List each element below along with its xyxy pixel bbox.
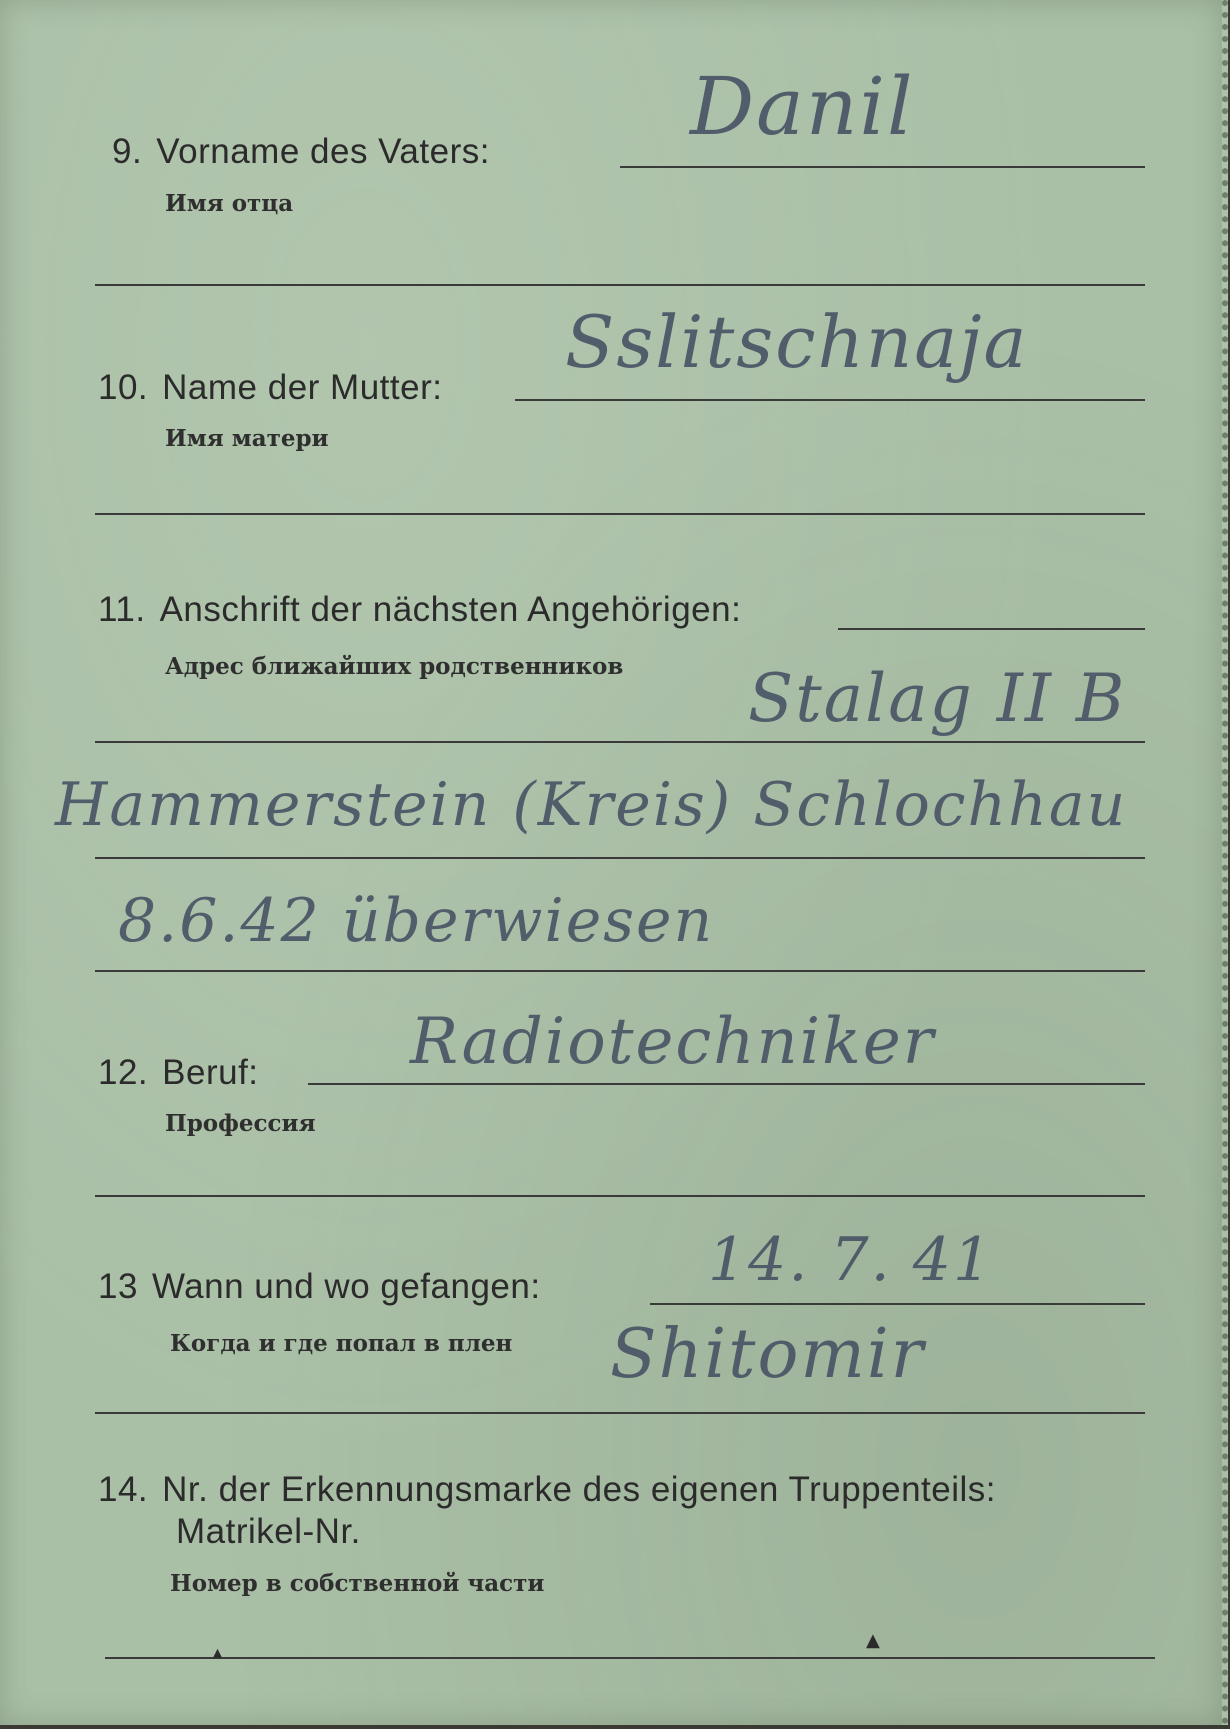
- field-14-text: Nr. der Erkennungsmarke des eigenen Truppenteils:: [162, 1470, 997, 1509]
- field-10-line: [515, 399, 1145, 401]
- field-9-value: Danil: [690, 60, 915, 153]
- field-13-number: 13: [98, 1267, 138, 1306]
- field-13-value-date: 14. 7. 41: [708, 1225, 994, 1295]
- field-11-line-4: [95, 970, 1145, 972]
- field-9-line: [620, 166, 1145, 168]
- field-11-label: [98, 590, 741, 630]
- field-11-line-2: [95, 741, 1145, 743]
- field-14-russian: Номер в собственной части: [170, 1570, 545, 1597]
- field-13-line: [650, 1303, 1145, 1305]
- field-11-text: Anschrift der nächsten Angehörigen:: [159, 590, 742, 629]
- field-12-text: Beruf:: [162, 1053, 259, 1092]
- field-9-text: Vorname des Vaters:: [156, 132, 490, 171]
- field-14-line: [105, 1657, 1155, 1659]
- field-13-label: [98, 1267, 541, 1307]
- field-11-value-line-3: 8.6.42 überwiesen: [118, 886, 715, 956]
- field-10-number: 10.: [98, 368, 149, 407]
- field-9-russian: Имя отца: [165, 190, 294, 217]
- field-13-russian: Когда и где попал в плен: [170, 1330, 513, 1357]
- field-11-value-line-1: Stalag II B: [748, 660, 1127, 737]
- field-12-line: [308, 1083, 1145, 1085]
- field-13-value-place: Shitomir: [610, 1315, 926, 1394]
- field-11-number: 11.: [98, 590, 146, 629]
- field-12-line-2: [95, 1195, 1145, 1197]
- field-10-text: Name der Mutter:: [162, 368, 443, 407]
- field-11-line-3: [95, 857, 1145, 859]
- field-11-value-line-2: Hammerstein (Kreis) Schlochhau: [55, 770, 1128, 840]
- field-12-number: 12.: [98, 1053, 149, 1092]
- tick-mark-right: ▲: [866, 1630, 880, 1651]
- field-10-label: [98, 368, 442, 408]
- field-9-number: 9.: [112, 132, 143, 171]
- field-14-label-2: Matrikel-Nr.: [176, 1512, 361, 1551]
- field-14-number: 14.: [98, 1470, 149, 1509]
- tick-mark-left: ▴: [213, 1642, 223, 1663]
- field-11-line: [838, 628, 1145, 630]
- field-12-russian: Профессия: [165, 1110, 316, 1137]
- field-10-line-2: [95, 513, 1145, 515]
- field-9-line-2: [95, 284, 1145, 286]
- field-11-russian: Адрес ближайших родственников: [165, 653, 624, 680]
- field-13-line-2: [95, 1412, 1145, 1414]
- field-9-label: [112, 132, 490, 172]
- field-13-text: Wann und wo gefangen:: [151, 1267, 541, 1306]
- field-10-russian: Имя матери: [165, 425, 329, 452]
- field-12-label: [98, 1053, 259, 1093]
- field-12-value: Radiotechniker: [410, 1005, 936, 1079]
- field-10-value: Sslitschnaja: [565, 300, 1029, 384]
- field-14-label: [98, 1470, 996, 1510]
